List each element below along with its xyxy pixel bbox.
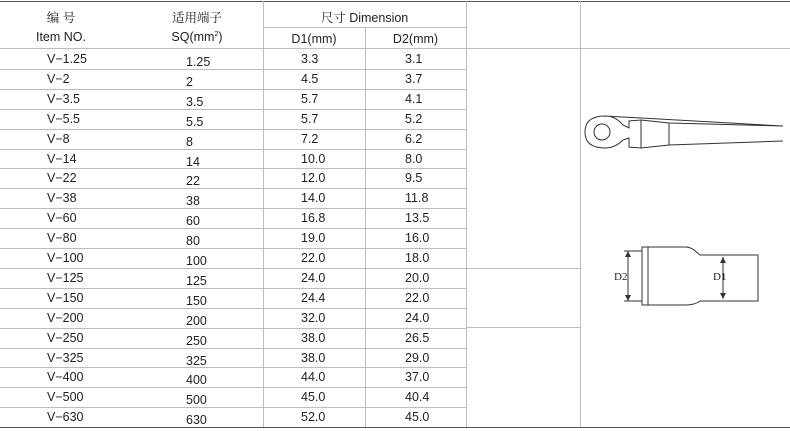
row-divider-dimension — [263, 188, 466, 189]
d1-cell: 4.5 — [301, 71, 319, 86]
row-divider-dimension — [263, 129, 466, 130]
row-divider — [0, 348, 263, 349]
header-item-en: Item NO. — [35, 30, 86, 44]
item-cell: V−400 — [47, 370, 84, 385]
d1-cell: 19.0 — [301, 231, 326, 246]
d2-label: D2 — [614, 271, 628, 283]
divider-diagram-left — [466, 1, 467, 427]
row-divider — [0, 228, 263, 229]
d1-cell: 10.0 — [301, 151, 326, 166]
sleeve-dimension-drawing — [610, 243, 785, 309]
d2-cell: 18.0 — [405, 251, 430, 265]
row-divider-dimension — [263, 407, 466, 408]
row-divider — [0, 328, 263, 329]
row-divider — [0, 89, 263, 90]
d1-cell: 5.7 — [301, 111, 319, 126]
sq-cell: 22 — [186, 174, 200, 189]
d2-cell: 9.5 — [405, 171, 423, 186]
row-divider-dimension — [263, 149, 466, 150]
sq-cell: 150 — [186, 293, 207, 308]
diagram-section-divider-lower — [466, 327, 580, 328]
d1-cell: 44.0 — [301, 370, 326, 385]
item-cell: V−100 — [47, 251, 84, 265]
d1-cell: 24.0 — [301, 270, 326, 285]
sq-cell: 5.5 — [186, 114, 204, 129]
row-divider-dimension — [263, 288, 466, 289]
sq-cell: 125 — [186, 273, 207, 288]
d1-label: D1 — [713, 271, 727, 283]
header-item-zh: 编 号 — [46, 11, 76, 25]
sq-cell: 400 — [186, 373, 207, 388]
d2-cell: 3.7 — [405, 71, 423, 86]
divider-diagram-right — [580, 1, 581, 427]
row-divider-dimension — [263, 109, 466, 110]
header-dimension: 尺寸 Dimension — [320, 11, 409, 25]
ring-terminal-outline — [585, 116, 783, 148]
d2-cell: 3.1 — [405, 52, 423, 66]
d2-cell: 24.0 — [405, 310, 430, 325]
d2-cell: 29.0 — [405, 350, 430, 365]
row-divider-dimension — [263, 69, 466, 70]
header-d2: D2(mm) — [392, 32, 439, 46]
d1-cell: 38.0 — [301, 350, 326, 365]
sq-cell: 1.25 — [186, 55, 211, 69]
d2-cell: 22.0 — [405, 290, 430, 305]
d1-cell: 16.8 — [301, 211, 326, 226]
row-divider-dimension — [263, 89, 466, 90]
row-divider-dimension — [263, 328, 466, 329]
header-sq-text: SQ(mm — [171, 30, 215, 44]
row-divider — [0, 288, 263, 289]
divider-dimension-left — [263, 1, 264, 427]
header-sq-en — [130, 30, 264, 44]
sq-cell: 60 — [186, 214, 200, 229]
item-cell: V−125 — [47, 270, 84, 285]
d1-cell: 14.0 — [301, 191, 326, 206]
item-cell: V−22 — [47, 171, 77, 186]
row-divider-dimension — [263, 308, 466, 309]
row-divider-dimension — [263, 268, 466, 269]
row-divider — [0, 168, 263, 169]
bottom-rule — [0, 427, 790, 428]
row-divider — [0, 208, 263, 209]
sleeve-outline — [642, 247, 758, 305]
row-divider — [0, 69, 263, 70]
d1-cell: 24.4 — [301, 290, 326, 305]
item-cell: V−60 — [47, 211, 77, 226]
row-divider — [0, 149, 263, 150]
row-divider-dimension — [263, 168, 466, 169]
d2-cell: 16.0 — [405, 231, 430, 246]
ring-terminal-sleeve-edge — [641, 120, 669, 148]
item-cell: V−5.5 — [47, 111, 81, 126]
sq-cell: 3.5 — [186, 94, 204, 109]
d1-cell: 7.2 — [301, 131, 319, 146]
d2-arrow-top — [625, 251, 631, 257]
d2-cell: 40.4 — [405, 390, 430, 405]
row-divider — [0, 308, 263, 309]
row-divider-dimension — [263, 228, 466, 229]
item-cell: V−325 — [47, 350, 84, 365]
d2-cell: 45.0 — [405, 410, 430, 425]
row-divider — [0, 387, 263, 388]
item-cell: V−8 — [47, 131, 70, 146]
d2-cell: 11.8 — [405, 191, 429, 206]
d2-cell: 4.1 — [405, 91, 423, 106]
sq-cell: 200 — [186, 313, 207, 328]
row-divider — [0, 109, 263, 110]
item-cell: V−14 — [47, 151, 77, 166]
d2-cell: 13.5 — [405, 211, 430, 226]
d2-cell: 8.0 — [405, 151, 423, 166]
item-cell: V−250 — [47, 330, 84, 345]
sq-cell: 80 — [186, 234, 200, 249]
d2-cell: 20.0 — [405, 270, 430, 285]
d2-cell: 37.0 — [405, 370, 430, 385]
top-rule — [0, 1, 790, 2]
sq-cell: 100 — [186, 254, 207, 268]
d1-arrow-top — [720, 257, 726, 263]
sq-cell: 38 — [186, 194, 200, 209]
sq-cell: 14 — [186, 154, 200, 169]
sq-cell: 500 — [186, 393, 207, 408]
item-cell: V−500 — [47, 390, 84, 405]
diagram-section-divider — [466, 268, 580, 269]
d2-cell: 26.5 — [405, 330, 430, 345]
sq-cell: 630 — [186, 413, 207, 428]
row-divider — [0, 268, 263, 269]
row-divider-dimension — [263, 248, 466, 249]
item-cell: V−80 — [47, 231, 77, 246]
d1-cell: 5.7 — [301, 91, 319, 106]
d1-arrow-bottom — [720, 293, 726, 299]
header-d1: D1(mm) — [291, 32, 337, 46]
row-divider-dimension — [263, 367, 466, 368]
d1-cell: 45.0 — [301, 390, 326, 405]
d1-cell: 3.3 — [301, 52, 319, 66]
sq-cell: 325 — [186, 353, 207, 368]
d2-cell: 6.2 — [405, 131, 423, 146]
item-cell: V−2 — [47, 71, 70, 86]
d1-cell: 22.0 — [301, 251, 326, 265]
header-sq-close: ) — [218, 30, 223, 44]
d2-arrow-bottom — [625, 295, 631, 301]
row-divider — [0, 129, 263, 130]
d1-cell: 52.0 — [301, 410, 326, 425]
item-cell: V−3.5 — [47, 91, 81, 106]
row-divider — [0, 407, 263, 408]
item-cell: V−200 — [47, 310, 84, 325]
ring-terminal-hole — [594, 124, 610, 140]
d1-cell: 38.0 — [301, 330, 326, 345]
item-cell: V−150 — [47, 290, 84, 305]
row-divider-dimension — [263, 348, 466, 349]
sq-cell: 8 — [186, 134, 193, 149]
row-divider — [0, 248, 263, 249]
row-divider-dimension — [263, 208, 466, 209]
sq-cell: 2 — [186, 74, 193, 89]
d1-cell: 32.0 — [301, 310, 326, 325]
item-cell: V−38 — [47, 191, 77, 206]
item-cell: V−1.25 — [47, 52, 87, 66]
header-sq-zh: 适用端子 — [171, 11, 222, 25]
row-divider-dimension — [263, 387, 466, 388]
row-divider — [0, 367, 263, 368]
sq-cell: 250 — [186, 333, 207, 348]
ring-terminal-drawing — [583, 108, 788, 158]
row-divider — [0, 188, 263, 189]
d1-cell: 12.0 — [301, 171, 326, 186]
d2-cell: 5.2 — [405, 111, 423, 126]
item-cell: V−630 — [47, 410, 84, 425]
header-sq-superscript: 2 — [214, 31, 219, 38]
header-bottom-rule — [0, 48, 790, 49]
